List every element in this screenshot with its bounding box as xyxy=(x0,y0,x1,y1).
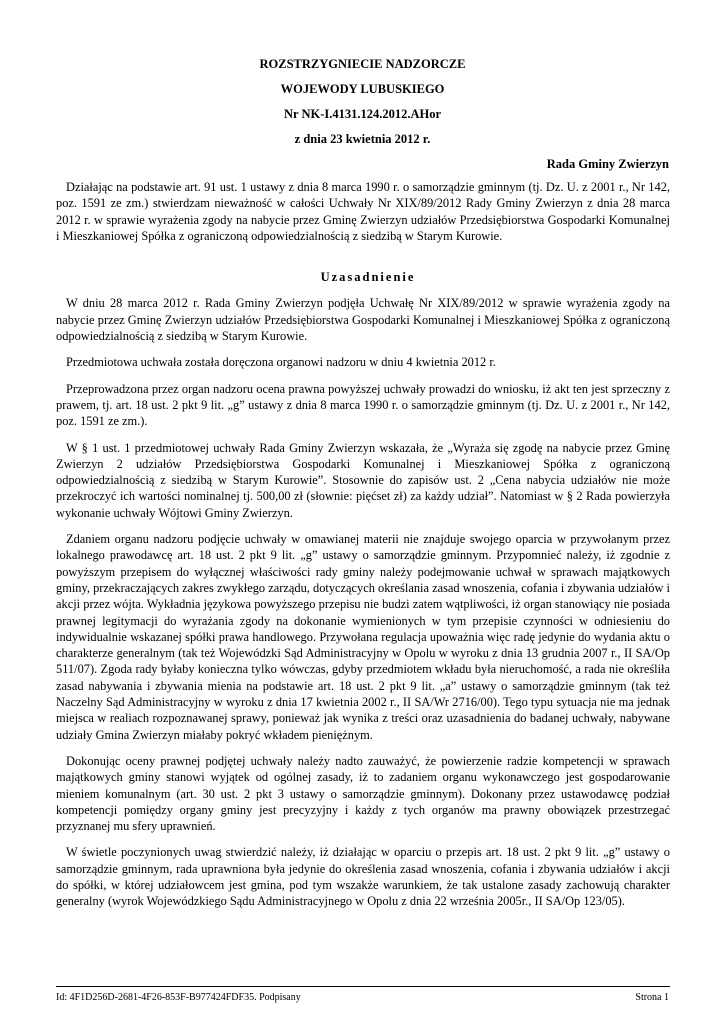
document-title: ROZSTRZYGNIECIE NADZORCZE xyxy=(259,57,466,71)
paragraph-4: W § 1 ust. 1 przedmiotowej uchwały Rada Gminy Zwierzyn wskazała, że „Wyraża się zgodę na nabycie przez Gminę Zwierzyn 2 udziałów Przedsiębiorstwa Gospodarki Komunalnej i Mieszkaniowej Spółka z ograniczoną odpowiedzialnością z siedzibą w Starym Kurowie”. Stosownie do zapisów ust. 2 „Cena nabycia udziałów nie może przekroczyć ich wartości nominalnej tj. 500,00 zł (słownie: pięćset zł) za każdy udział”. Natomiast w § 2 Rada powierzyła wykonanie uchwały Wójtowi Gminy Zwierzyn. xyxy=(56,440,670,520)
intro-paragraph: Działając na podstawie art. 91 ust. 1 ustawy z dnia 8 marca 1990 r. o samorządzie gminnym (tj. Dz. U. z 2001 r., Nr 142, poz. 1591 ze zm.) stwierdzam nieważność w całości Uchwały Nr XIX/89/2012 Rady Gminy Zwierzyn z dnia 28 marca 2012 r. w sprawie wyrażenia zgody na nabycie przez Gminę Zwierzyn udziałów Przedsiębiorstwa Gospodarki Komunalnej i Mieszkaniowej Spółka z ograniczoną odpowiedzialnością z siedzibą w Starym Kurowie. xyxy=(56,180,670,243)
footer-divider xyxy=(56,986,670,987)
paragraph-7: W świetle poczynionych uwag stwierdzić należy, iż działając w oparciu o przepis art. 18 ust. 2 pkt 9 lit. „g” ustawy o samorządzie gminnym, rada uprawniona była jedynie do określenia zasad wnoszenia, cofania i zbywania udziałów i akcji do spółki, w której udziałowcem jest gmina, pod tym wszakże warunkiem, że tak ustalone zasady zachowują charakter generalny (wyrok Wojewódzkiego Sądu Administracyjnego w Opolu z dnia 22 września 2005r., II SA/Op 123/05). xyxy=(56,845,670,909)
document-body xyxy=(56,179,670,920)
paragraph-2: Przedmiotowa uchwała została doręczona organowi nadzoru w dniu 4 kwietnia 2012 r. xyxy=(66,355,496,370)
document-number: Nr NK-I.4131.124.2012.AHor xyxy=(283,107,442,121)
section-title: Uzasadnienie xyxy=(320,270,416,285)
paragraph-6: Dokonując oceny prawnej podjętej uchwały należy nadto zauważyć, że powierzenie radzie kompetencji w sprawach majątkowych gminy stanowi wyjątek od ogólnej zasady, iż to zadaniem organu wykonawczego jest gospodarowanie mieniem komunalnym (art. 30 ust. 2 pkt 3 ustawy o samorządzie gminnym). Dokonany przez ustawodawcę podział kompetencji pomiędzy organy gminy jest precyzyjny i każdy z tych organów ma prawny obowiązek przestrzegać przyznanej mu sfery uprawnień. xyxy=(56,753,670,834)
document-date: z dnia 23 kwietnia 2012 r. xyxy=(294,132,431,146)
paragraph-5: Zdaniem organu nadzoru podjęcie uchwały w omawianej materii nie znajduje swojego oparcia w przywołanym przez lokalnego prawodawcę art. 18 ust. 2 pkt 9 lit. „g” ustawy o samorządzie gminnym. Przypomnieć należy, iż zgodnie z powyższym przepisem do wyłącznej właściwości rady gminy należy podejmowanie uchwał w sprawach majątkowych gminy, przekraczających zakres zwykłego zarządu, dotyczących określania zasad wnoszenia, cofania i zbywania udziałów i akcji przez wójta. Wykładnia językowa powyższego przepisu nie budzi zatem wątpliwości, iż organ stanowiący nie posiada prawnej legitymacji do wyrażania zgody na dokonanie wymienionych w tym przepisie czynności w odniesieniu do indywidualnie wskazanej spółki prawa handlowego. Przywołana regulacja upoważnia więc radę jedynie do wydania aktu o charakterze generalnym (tak też Wojewódzki Sąd Administracyjny w Opolu w wyroku z dnia 13 grudnia 2007 r., II SA/Op 511/07). Zgoda rady byłaby konieczna tylko wówczas, gdyby przedmiotem wkładu była nieruchomość, a rada nie określiła zasad nabywania i zbywania mienia na podstawie art. 18 ust. 2 pkt 9 lit. „a” ustawy o samorządzie gminnym (tak też Naczelny Sąd Administracyjny w wyroku z dnia 17 kwietnia 2002 r., II SA/Wr 2716/00). Tego typu sytuacja nie ma jednak miejsca w realiach rozpoznawanej sprawy, ponieważ jak wynika z treści oraz uzasadnienia do badanej uchwały, nabywane udziały Gmina Zwierzyn miałaby pokryć wkładem pieniężnym. xyxy=(56,532,670,742)
paragraph-1: W dniu 28 marca 2012 r. Rada Gminy Zwierzyn podjęła Uchwałę Nr XIX/89/2012 w sprawie wyrażenia zgody na nabycie przez Gminę Zwierzyn udziałów Przedsiębiorstwa Gospodarki Komunalnej i Mieszkaniowej Spółka z ograniczoną odpowiedzialnością z siedzibą w Starym Kurowie. xyxy=(56,296,670,344)
footer-page-number: Strona 1 xyxy=(635,992,669,1003)
paragraph-3: Przeprowadzona przez organ nadzoru ocena prawna powyższej uchwały prowadzi do wniosku, iż akt ten jest sprzeczny z prawem, tj. art. 18 ust. 2 pkt 9 lit. „g” ustawy z dnia 8 marca 1990 r. o samorządzie gminnym (tj. Dz. U. z 2001 r., Nr 142, poz. 1591 ze zm.). xyxy=(56,381,670,429)
addressee: Rada Gminy Zwierzyn xyxy=(546,157,669,171)
footer-document-id: Id: 4F1D256D-2681-4F26-853F-B977424FDF35. Podpisany xyxy=(56,992,301,1003)
document-issuer: WOJEWODY LUBUSKIEGO xyxy=(280,82,445,96)
